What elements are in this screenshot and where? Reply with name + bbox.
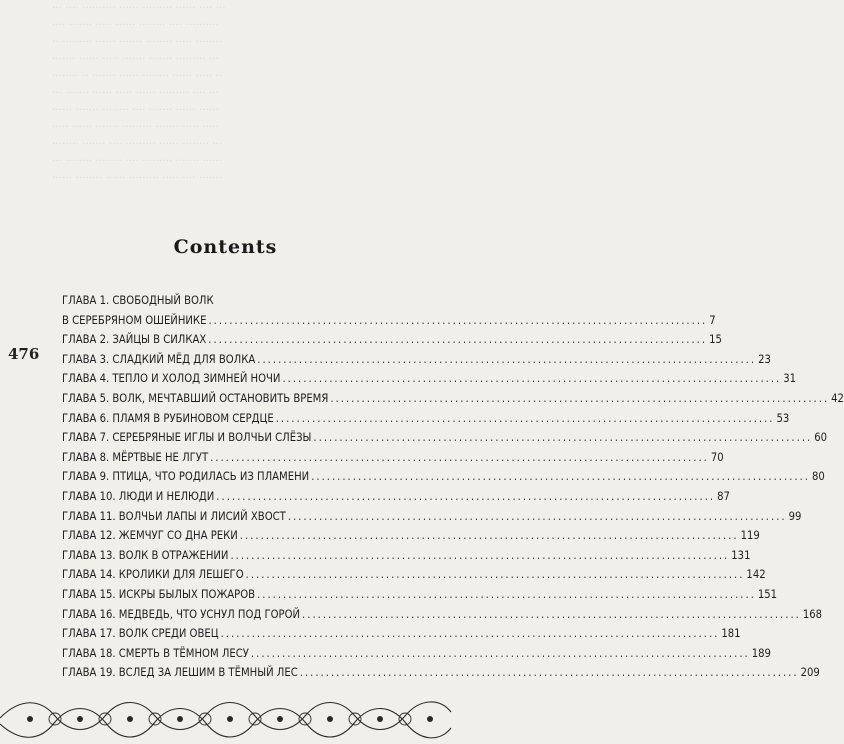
toc-entry-title: ГЛАВА 9. ПТИЦА, ЧТО РОДИЛАСЬ ИЗ ПЛАМЕНИ [62,470,310,484]
toc-entry [62,311,716,331]
toc-entry [62,585,778,605]
toc-entry-title: ГЛАВА 3. СЛАДКИЙ МЁД ДЛЯ ВОЛКА [62,352,256,366]
dot-leader [230,546,729,566]
dot-leader [257,585,756,605]
dot-leader [282,369,781,389]
toc-entry [62,330,722,350]
toc-entry-page: 15 [709,333,722,347]
dot-leader [311,467,810,487]
dot-leader [251,644,750,664]
toc-entry-page: 80 [811,470,825,484]
dot-leader [208,311,707,331]
toc-entry-title: ГЛАВА 14. КРОЛИКИ ДЛЯ ЛЕШЕГО [62,568,244,582]
dot-leader [246,565,745,585]
dot-leader [210,448,709,468]
page-title: Contents [173,236,278,258]
toc-entry [62,605,823,625]
toc-entry-page: 151 [757,587,778,601]
toc-entry-title: В СЕРЕБРЯНОМ ОШЕЙНИКЕ [62,313,207,327]
toc-entry-title: ГЛАВА 16. МЕДВЕДЬ, ЧТО УСНУЛ ПОД ГОРОЙ [62,607,301,621]
dot-leader [276,409,775,429]
dot-leader [240,526,739,546]
dot-leader [221,624,720,644]
toc-entry-title: ГЛАВА 7. СЕРЕБРЯНЫЕ ИГЛЫ И ВОЛЧЬИ СЛЁЗЫ [62,431,312,445]
toc-entry-title: ГЛАВА 11. ВОЛЧЬИ ЛАПЫ И ЛИСИЙ ХВОСТ [62,509,286,523]
toc-entry-title: ГЛАВА 12. ЖЕМЧУГ СО ДНА РЕКИ [62,529,238,543]
toc-entry-page: 42 [831,391,844,405]
dot-leader [257,350,756,370]
toc-entry-page: 53 [776,411,790,425]
dot-leader [300,663,799,683]
dot-leader [313,428,812,448]
toc-entry-title: ГЛАВА 5. ВОЛК, МЕЧТАВШИЙ ОСТАНОВИТЬ ВРЕМЯ [62,391,329,405]
toc-entry-title: ГЛАВА 8. МЁРТВЫЕ НЕ ЛГУТ [62,450,209,464]
toc-entry [62,507,802,527]
toc-entry [62,546,751,566]
toc-entry [62,624,741,644]
toc-entry-title: ГЛАВА 18. СМЕРТЬ В ТЁМНОМ ЛЕСУ [62,646,249,660]
toc-entry-title: ГЛАВА 19. ВСЛЕД ЗА ЛЕШИМ В ТЁМНЫЙ ЛЕС [62,666,298,680]
dot-leader [288,507,787,527]
toc-entry-page: 31 [783,372,797,386]
toc-entry [62,644,771,664]
toc-entry-page: 181 [721,627,741,641]
toc-entry [62,565,766,585]
toc-entry [62,409,790,429]
toc-entry-page: 87 [717,489,730,503]
toc-entry-title: ГЛАВА 1. СВОБОДНЫЙ ВОЛК [62,294,214,307]
page-number: 476 [8,345,40,363]
toc-entry-page: 168 [802,607,823,621]
toc-entry-title: ГЛАВА 13. ВОЛК В ОТРАЖЕНИИ [62,548,229,562]
toc-entry-page: 209 [800,666,820,680]
decorative-border [0,688,451,744]
table-of-contents [62,291,844,683]
toc-entry-title: ГЛАВА 4. ТЕПЛО И ХОЛОД ЗИМНЕЙ НОЧИ [62,372,281,386]
toc-entry-title: ГЛАВА 2. ЗАЙЦЫ В СИЛКАХ [62,333,207,347]
toc-entry [62,350,771,370]
dot-leader [302,605,801,625]
toc-entry [62,487,730,507]
toc-entry-page: 99 [788,509,802,523]
toc-entry-page: 131 [731,548,751,562]
toc-entry-title: ГЛАВА 10. ЛЮДИ И НЕЛЮДИ [62,489,215,503]
show-through-text: ··· ···· ·········· ······ ········· ······ ···· ··· ···· ······· ····· ······ ········ ···· ·········· ·· ········· ······ ······· ········ ····· ········ ······· ······ ····· ······· ······· ········· ··· ········ ·· ······· ······ ········ ······ ····· ·· ··· ······· ······ ····· ······ ········· ···· ··· ······ ······· ········ ···· ······· ······ ······ ····· ······ ······· ········· ······· ····· ····· ········ ······· ···· ········· ······ ········ ··· ··· ········ ········ ···· ········· ······· ······ ······ ········ ······ ········· ····· ···· ······· [52,2,226,184]
toc-entry [62,428,828,448]
toc-entry [62,291,387,311]
toc-entry [62,663,820,683]
toc-entry-title: ГЛАВА 17. ВОЛК СРЕДИ ОВЕЦ [62,627,219,641]
toc-entry [62,389,844,409]
dot-leader [330,389,829,409]
toc-entry [62,467,825,487]
toc-entry-page: 23 [758,352,771,366]
toc-entry-title: ГЛАВА 6. ПЛАМЯ В РУБИНОВОМ СЕРДЦЕ [62,411,274,425]
toc-entry-page: 142 [746,568,766,582]
toc-entry-title: ГЛАВА 15. ИСКРЫ БЫЛЫХ ПОЖАРОВ [62,587,256,601]
toc-entry [62,369,797,389]
dot-leader [208,330,707,350]
toc-entry-page: 70 [710,450,724,464]
toc-entry-page: 7 [709,313,716,327]
dot-leader [216,487,715,507]
toc-entry-page: 189 [751,646,771,660]
toc-entry [62,448,724,468]
toc-entry [62,526,760,546]
toc-entry-page: 119 [740,529,760,543]
toc-entry-page: 60 [814,431,828,445]
